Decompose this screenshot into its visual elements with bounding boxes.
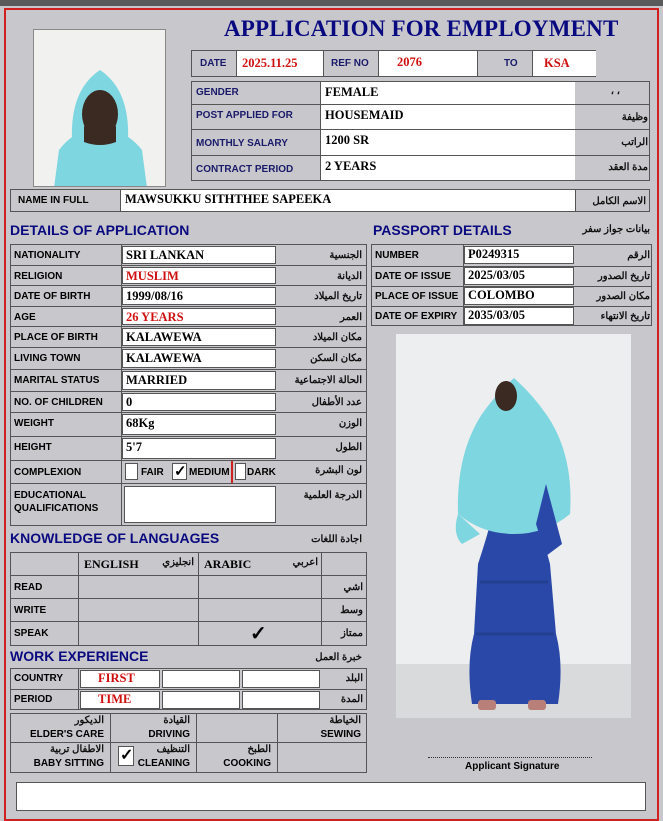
details-arabic-9: الطول [335, 442, 362, 453]
ref-label: REF NO [331, 58, 369, 69]
details-label-1: RELIGION [14, 271, 63, 282]
passport-arabic-0: الرقم [627, 250, 650, 261]
education-field[interactable] [124, 486, 276, 523]
language-row-arabic-0: اشي [343, 582, 363, 593]
details-arabic-0: الجنسية [329, 250, 362, 261]
passport-arabic-1: تاريخ الصدور [597, 271, 650, 282]
english-header-arabic: انجليزي [162, 557, 194, 568]
signature-line [428, 757, 592, 758]
work-field-c-1[interactable] [242, 691, 320, 709]
details-arabic-6: الحالة الاجتماعية [294, 375, 362, 386]
details-row-divider [10, 285, 367, 286]
details-arabic-2: تاريخ الميلاد [314, 291, 362, 302]
passport-arabic-3: تاريخ الانتهاء [600, 311, 650, 322]
details-label-2: DATE OF BIRTH [14, 291, 91, 302]
details-label-6: MARITAL STATUS [14, 375, 100, 386]
language-row-arabic-1: وسط [340, 605, 363, 616]
education-label-1: EDUCATIONAL [14, 490, 87, 501]
work-field-b-0[interactable] [162, 670, 240, 688]
salary-arabic: الراتب [621, 137, 648, 148]
passport-title: PASSPORT DETAILS [373, 222, 512, 238]
gender-arabic: ، ، [610, 86, 620, 97]
contract-value: 2 YEARS [325, 159, 377, 173]
details-label-0: NATIONALITY [14, 250, 81, 261]
details-row-divider [10, 347, 367, 348]
skill-label-2: SEWING [320, 729, 361, 740]
remarks-box[interactable] [16, 782, 646, 811]
skill-arabic-2: الخياطة [329, 715, 361, 726]
header-row [191, 50, 596, 77]
language-english-cell-0[interactable] [80, 576, 197, 598]
language-english-cell-1[interactable] [80, 599, 197, 621]
skill-label-1: DRIVING [148, 729, 190, 740]
salary-value: 1200 SR [325, 133, 370, 147]
details-label-3: AGE [14, 312, 36, 323]
gender-label: GENDER [196, 87, 239, 98]
post-value: HOUSEMAID [325, 108, 404, 122]
complexion-medium-check: ✓ [174, 463, 187, 480]
work-title-arabic: خبرة العمل [315, 652, 362, 663]
post-label: POST APPLIED FOR [196, 110, 293, 121]
ref-field[interactable] [378, 51, 478, 76]
work-arabic-0: البلد [345, 673, 363, 684]
ref-value: 2076 [397, 55, 422, 69]
arabic-header-arabic: اعربي [292, 557, 318, 568]
details-row-divider [10, 391, 367, 392]
passport-photo [33, 29, 166, 187]
languages-title-arabic: اجادة اللغات [311, 534, 362, 545]
gender-value: FEMALE [325, 85, 379, 99]
details-arabic-8: الوزن [338, 418, 362, 429]
details-arabic-3: العمر [340, 312, 362, 323]
details-arabic-7: عدد الأطفال [311, 397, 362, 408]
details-label-4: PLACE OF BIRTH [14, 332, 98, 343]
work-arabic-1: المدة [340, 694, 363, 705]
complexion-fair-checkbox[interactable] [125, 463, 138, 480]
work-label-1: PERIOD [14, 694, 53, 705]
details-value-8: 68Kg [126, 416, 155, 430]
work-field-c-0[interactable] [242, 670, 320, 688]
details-field-7[interactable] [122, 393, 276, 411]
details-arabic-1: الديانة [336, 271, 362, 282]
complexion-label: COMPLEXION [14, 467, 82, 478]
details-value-6: MARRIED [126, 373, 188, 387]
skill-arabic-5: الطبخ [247, 744, 271, 755]
passport-label-3: DATE OF EXPIRY [375, 311, 458, 322]
skill-arabic-0: الديكور [74, 715, 104, 726]
work-field-b-1[interactable] [162, 691, 240, 709]
language-row-label-2: SPEAK [14, 628, 49, 639]
education-arabic: الدرجة العلمية [303, 490, 362, 501]
details-row-divider [10, 436, 367, 437]
full-body-photo [396, 334, 631, 718]
to-value: KSA [544, 56, 570, 70]
post-arabic: وظيفة [621, 112, 648, 123]
language-row-label-1: WRITE [14, 605, 47, 616]
salary-label: MONTHLY SALARY [196, 138, 288, 149]
complexion-dark-checkbox[interactable] [235, 463, 246, 480]
work-label-0: COUNTRY [14, 673, 64, 684]
date-label: DATE [200, 58, 227, 69]
complexion-fair-label: FAIR [141, 467, 164, 478]
details-value-7: 0 [126, 395, 133, 409]
passport-title-arabic: بيانات جواز سفر [582, 224, 650, 235]
skill-check-4: ✓ [120, 747, 134, 764]
contract-arabic: مدة العقد [608, 162, 648, 173]
details-row-divider [10, 483, 367, 484]
details-row-divider [10, 412, 367, 413]
details-label-9: HEIGHT [14, 442, 52, 453]
details-row-divider [10, 265, 367, 266]
details-label-7: NO. OF CHILDREN [14, 397, 103, 408]
passport-value-2: COLOMBO [468, 288, 535, 302]
skill-label-3: BABY SITTING [33, 758, 104, 769]
details-value-5: KALAWEWA [126, 351, 202, 365]
complexion-dark-label: DARK [247, 467, 276, 478]
name-arabic: الاسم الكامل [592, 196, 646, 207]
language-arabic-cell-0[interactable] [200, 576, 320, 598]
skill-label-5: COOKING [223, 758, 271, 769]
passport-label-1: DATE OF ISSUE [375, 271, 451, 282]
details-value-1: MUSLIM [126, 269, 179, 283]
arabic-header: ARABIC [204, 557, 252, 571]
details-arabic-4: مكان الميلاد [312, 332, 362, 343]
name-value: MAWSUKKU SITHTHEE SAPEEKA [125, 192, 332, 206]
passport-value-0: P0249315 [468, 247, 520, 261]
details-value-2: 1999/08/16 [126, 289, 183, 303]
languages-title: KNOWLEDGE OF LANGUAGES [10, 530, 220, 546]
details-value-3: 26 YEARS [126, 310, 184, 324]
details-row-divider [10, 326, 367, 327]
skill-label-0: ELDER'S CARE [29, 729, 104, 740]
details-label-5: LIVING TOWN [14, 353, 81, 364]
language-english-cell-2[interactable] [80, 622, 197, 644]
passport-label-0: NUMBER [375, 250, 419, 261]
passport-value-3: 2035/03/05 [468, 308, 525, 322]
complexion-arabic: لون البشرة [315, 465, 362, 476]
skill-arabic-1: القيادة [163, 715, 190, 726]
passport-value-1: 2025/03/05 [468, 268, 525, 282]
form-title: APPLICATION FOR EMPLOYMENT [224, 16, 619, 41]
details-arabic-5: مكان السكن [310, 353, 362, 364]
details-label-8: WEIGHT [14, 418, 54, 429]
language-check-2: ✓ [250, 623, 267, 645]
language-arabic-cell-1[interactable] [200, 599, 320, 621]
work-value-1: TIME [98, 692, 132, 706]
contract-label: CONTRACT PERIOD [196, 164, 294, 175]
passport-arabic-2: مكان الصدور [596, 291, 650, 302]
details-title: DETAILS OF APPLICATION [10, 222, 190, 238]
top-bar [0, 0, 663, 6]
language-row-arabic-2: ممتاز [340, 628, 363, 639]
signature-label: Applicant Signature [465, 761, 560, 772]
english-header: ENGLISH [84, 557, 139, 571]
education-label-2: QUALIFICATIONS [14, 503, 99, 514]
work-title: WORK EXPERIENCE [10, 648, 149, 664]
skill-label-4: CLEANING [137, 758, 190, 769]
details-value-0: SRI LANKAN [126, 248, 205, 262]
skill-arabic-3: الاطفال تربية [49, 744, 104, 755]
details-row-divider [10, 306, 367, 307]
details-value-9: 5'7 [126, 440, 142, 454]
to-label: TO [504, 58, 518, 69]
language-row-label-0: READ [14, 582, 43, 593]
details-row-divider [10, 460, 367, 461]
details-field-9[interactable] [122, 438, 276, 459]
date-value: 2025.11.25 [242, 56, 298, 70]
name-label: NAME IN FULL [18, 195, 89, 206]
details-value-4: KALAWEWA [126, 330, 202, 344]
complexion-medium-label: MEDIUM [189, 467, 230, 478]
passport-label-2: PLACE OF ISSUE [375, 291, 459, 302]
details-row-divider [10, 369, 367, 370]
work-value-0: FIRST [98, 671, 135, 685]
skill-arabic-4: التنظيف [156, 744, 190, 755]
